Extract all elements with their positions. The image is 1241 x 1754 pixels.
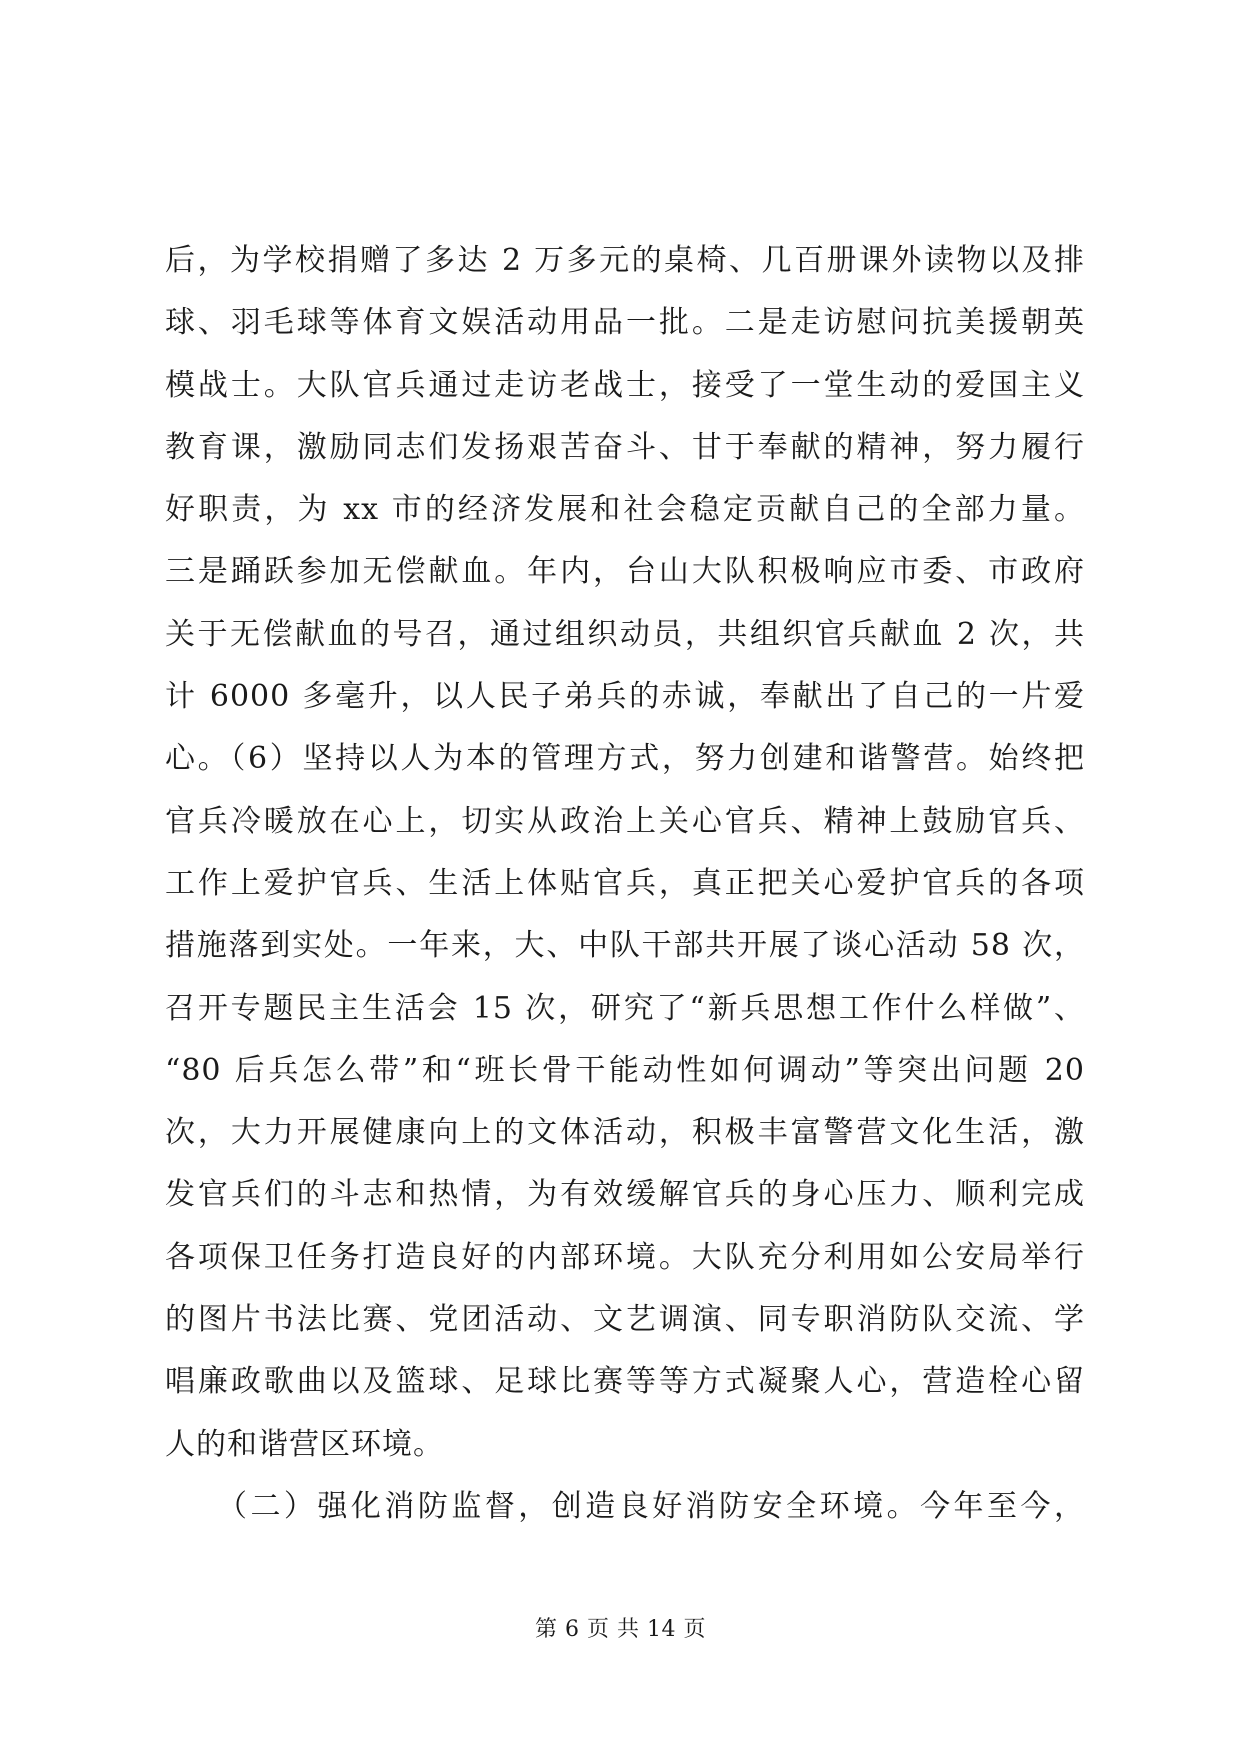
text-line: 球、羽毛球等体育文娱活动用品一批。二是走访慰问抗美援朝英 — [165, 305, 1085, 341]
text-line: 好职责，为 xx 市的经济发展和社会稳定贡献自己的全部力量。 — [165, 492, 1085, 528]
text-line: 召开专题民主生活会 15 次，研究了“新兵思想工作什么样做”、 — [165, 990, 1085, 1026]
text-line: “80 后兵怎么带”和“班长骨干能动性如何调动”等突出问题 20 — [165, 1052, 1085, 1088]
page-number: 第 6 页 共 14 页 — [535, 1617, 706, 1642]
text-line: 的图片书法比赛、党团活动、文艺调演、同专职消防队交流、学 — [165, 1302, 1085, 1338]
text-line: 人的和谐营区环境。 — [165, 1426, 444, 1462]
text-line: 关于无偿献血的号召，通过组织动员，共组织官兵献血 2 次，共 — [165, 616, 1085, 652]
text-line: 三是踊跃参加无偿献血。年内，台山大队积极响应市委、市政府 — [165, 554, 1085, 590]
text-line: 心。（6）坚持以人为本的管理方式，努力创建和谐警营。始终把 — [165, 741, 1085, 777]
text-line: 计 6000 多毫升，以人民子弟兵的赤诚，奉献出了自己的一片爱 — [165, 679, 1085, 715]
section-heading-line: （二）强化消防监督，创造良好消防安全环境。今年至今， — [165, 1488, 1085, 1524]
text-line: 措施落到实处。一年来，大、中队干部共开展了谈心活动 58 次， — [165, 928, 1085, 964]
text-line: 发官兵们的斗志和热情，为有效缓解官兵的身心压力、顺利完成 — [165, 1177, 1085, 1213]
text-line: 后，为学校捐赠了多达 2 万多元的桌椅、几百册课外读物以及排 — [165, 243, 1085, 278]
text-line: 官兵冷暖放在心上，切实从政治上关心官兵、精神上鼓励官兵、 — [165, 803, 1085, 839]
text-line: 教育课，激励同志们发扬艰苦奋斗、甘于奉献的精神，努力履行 — [165, 429, 1085, 465]
text-line: 工作上爱护官兵、生活上体贴官兵，真正把关心爱护官兵的各项 — [165, 865, 1085, 901]
text-line: 各项保卫任务打造良好的内部环境。大队充分利用如公安局举行 — [165, 1239, 1085, 1275]
text-line: 次，大力开展健康向上的文体活动，积极丰富警营文化生活，激 — [165, 1115, 1085, 1151]
text-line: 唱廉政歌曲以及篮球、足球比赛等等方式凝聚人心，营造栓心留 — [165, 1364, 1085, 1400]
text-line: 模战士。大队官兵通过走访老战士，接受了一堂生动的爱国主义 — [165, 367, 1085, 403]
body-text — [165, 230, 1085, 1538]
